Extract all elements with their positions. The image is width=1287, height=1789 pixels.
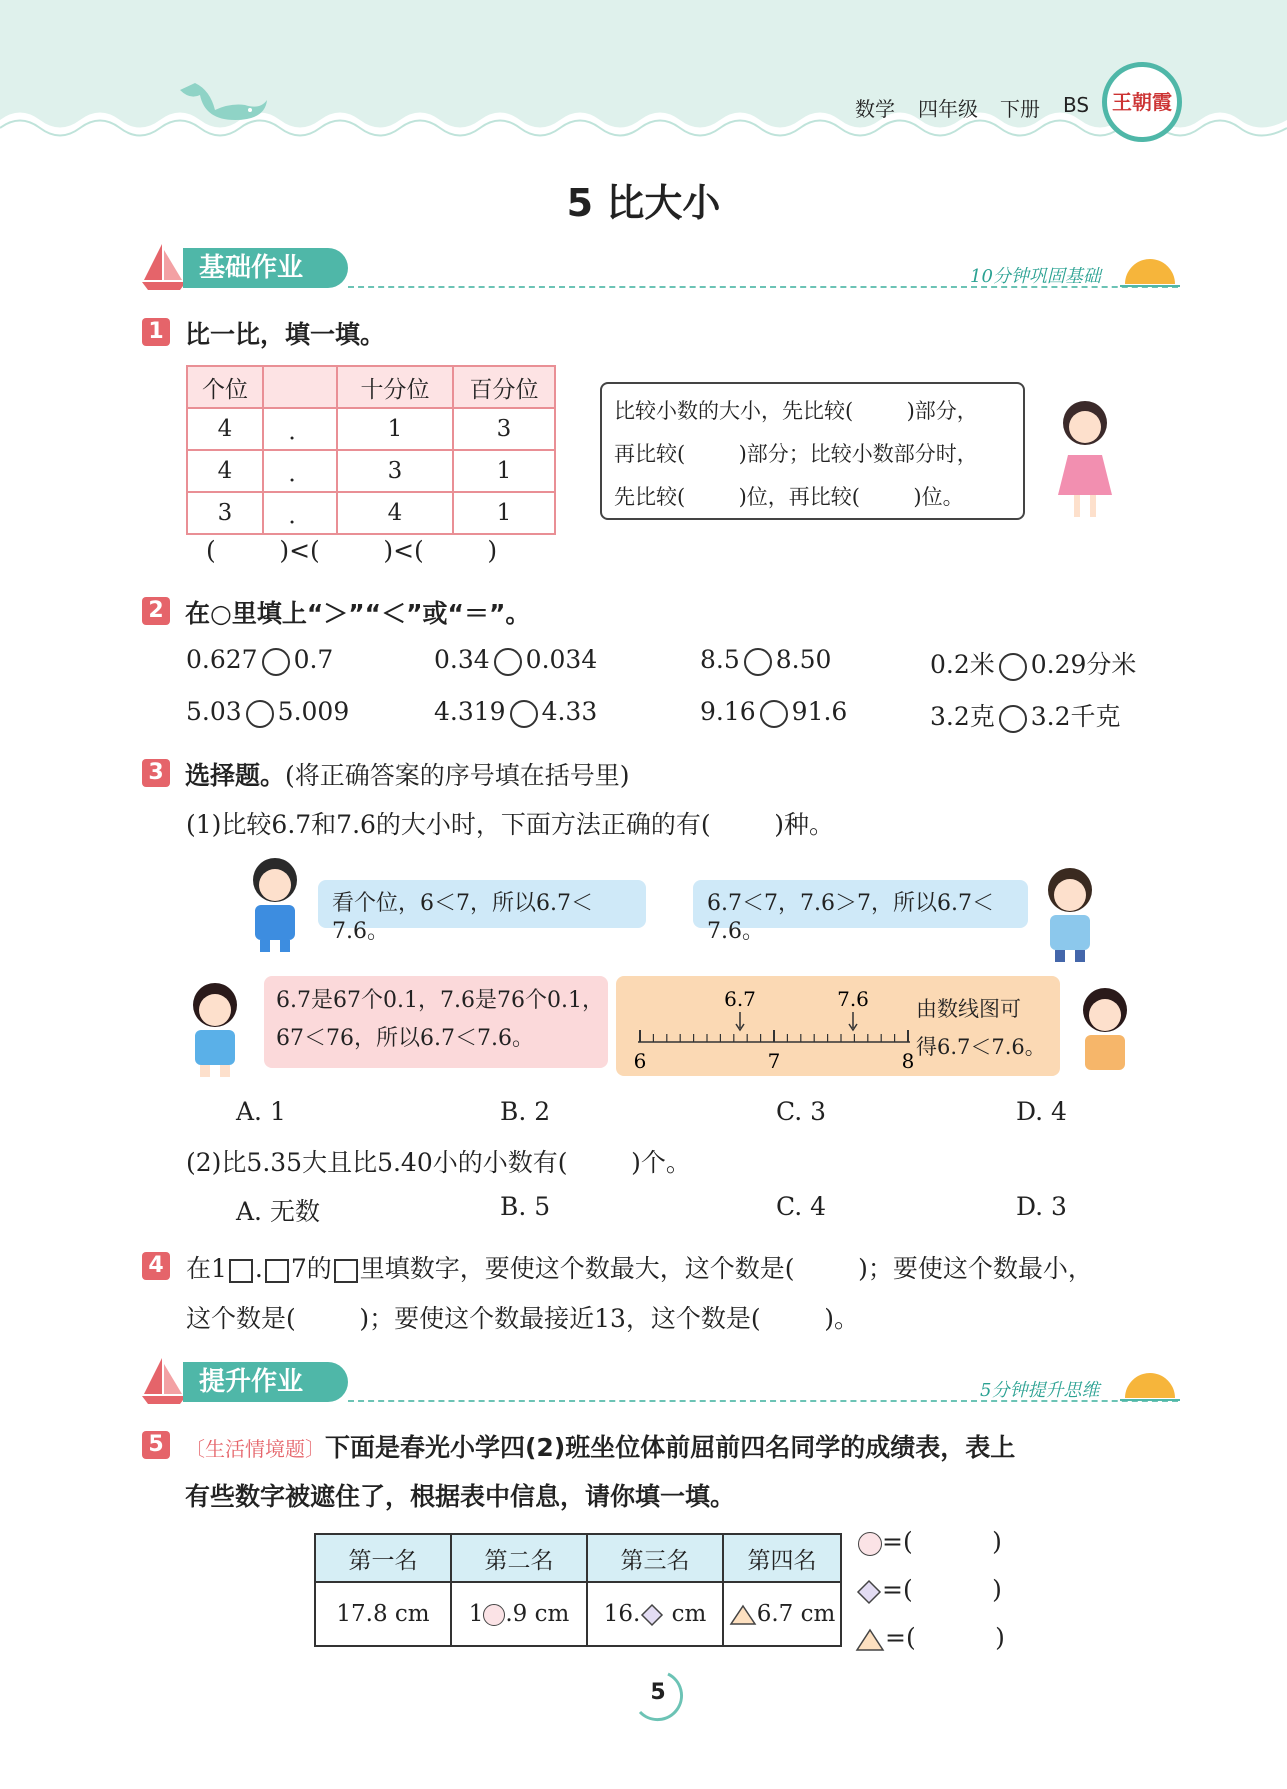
method-bubble-3-line: 67＜76，所以6.7＜7.6。 [276, 1026, 534, 1051]
pv-header [263, 366, 337, 408]
results-table [314, 1533, 842, 1647]
method-bubble-4-text [916, 990, 1046, 1066]
q3-part2: (2)比5.35大且比5.40小的小数有( )个。 [186, 1148, 691, 1177]
q1-hint-bubble [600, 382, 1025, 520]
whale-icon [175, 75, 275, 130]
compare-circle[interactable] [262, 648, 290, 676]
q2-number: 2 [142, 597, 170, 625]
q3-title-main: 选择题。 [185, 761, 286, 790]
q2-left: 4.319 [434, 697, 506, 726]
q3-option[interactable]: B. 5 [500, 1192, 551, 1221]
q3-option[interactable]: C. 4 [776, 1192, 827, 1221]
compare-circle[interactable] [510, 700, 538, 728]
q4-text: 在1 [186, 1254, 227, 1283]
diamond-icon [640, 1603, 664, 1627]
results-cell [315, 1582, 451, 1646]
pv-header: 十分位 [337, 366, 453, 408]
pv-cell: 3 [187, 492, 263, 534]
pv-cell: ． [263, 492, 337, 534]
q1-compare-blanks[interactable]: ( )<( )<( ) [206, 536, 498, 565]
q3-option[interactable]: C. 3 [776, 1097, 827, 1126]
pv-cell: 3 [453, 408, 555, 450]
girl-illustration [1050, 395, 1120, 525]
header-subject: 数学 [855, 97, 895, 121]
results-cell [723, 1582, 841, 1646]
q2-left: 9.16 [700, 697, 756, 726]
results-value: .9 cm [505, 1601, 570, 1627]
pv-cell: 4 [187, 408, 263, 450]
section-basic-sub: 10分钟巩固基础 [970, 266, 1101, 287]
q2-item [700, 697, 847, 728]
answer-blank: =( ) [882, 1527, 1002, 1556]
q3-title-note: (将正确答案的序号填在括号里) [285, 761, 630, 790]
q5-line1 [185, 1428, 1015, 1464]
page-number: 5 [650, 1680, 666, 1705]
method-bubble-1: 看个位，6＜7，所以6.7＜7.6。 [318, 880, 646, 928]
section-advanced-label: 提升作业 [183, 1362, 348, 1402]
q1-number: 1 [142, 318, 170, 346]
q2-right: 5.009 [277, 697, 350, 726]
page-title: 5 比大小 [566, 181, 721, 225]
q3-option[interactable]: A. 1 [236, 1097, 286, 1126]
method-bubble-2: 6.7＜7，7.6＞7，所以6.7＜7.6。 [693, 880, 1028, 928]
header-grade: 四年级 [918, 97, 978, 121]
answer-blank: =( ) [885, 1623, 1005, 1652]
pv-header: 个位 [187, 366, 263, 408]
sun-icon [1120, 252, 1180, 288]
q4-number: 4 [142, 1252, 170, 1280]
method-bubble-4 [616, 976, 1060, 1076]
q4-line1 [186, 1249, 1093, 1285]
q3-option[interactable]: D. 3 [1016, 1192, 1067, 1221]
digit-box-example [334, 1259, 358, 1283]
pv-cell: 1 [453, 450, 555, 492]
number-line-label: 7 [767, 1049, 781, 1073]
method-bubble-3 [264, 976, 608, 1068]
boy-illustration [1035, 865, 1105, 965]
q1-hint-line: 比较小数的大小，先比较( )部分， [614, 399, 978, 423]
girl-illustration [180, 980, 250, 1080]
pv-cell: 1 [337, 408, 453, 450]
q5-text: 下面是春光小学四(2)班坐位体前屈前四名同学的成绩表，表上 [325, 1433, 1016, 1462]
results-cell [587, 1582, 723, 1646]
method-bubble-4-line: 由数线图可 [916, 997, 1021, 1021]
circle-icon [483, 1604, 505, 1626]
q5-tag: 〔生活情境题〕 [185, 1437, 325, 1461]
q3-option[interactable]: D. 4 [1016, 1097, 1067, 1126]
method-bubble-4-line: 得6.7＜7.6。 [916, 1035, 1046, 1059]
q3-option[interactable]: B. 2 [500, 1097, 551, 1126]
number-line [628, 984, 918, 1074]
q2-right: 0.29分米 [1030, 650, 1137, 679]
header-volume: 下册 [1000, 97, 1040, 121]
results-header: 第二名 [451, 1534, 587, 1582]
boy-illustration [240, 855, 310, 955]
q2-item [930, 645, 1136, 681]
q2-item [930, 697, 1121, 733]
triangle-icon [729, 1604, 757, 1626]
girl-illustration [1070, 985, 1140, 1085]
sun-icon [1120, 1366, 1180, 1402]
results-value: 6.7 cm [756, 1601, 836, 1627]
q5-number: 5 [142, 1431, 170, 1459]
results-value: 17.8 cm [336, 1601, 430, 1627]
q2-left: 5.03 [186, 697, 242, 726]
number-line-mark-label: 7.6 [837, 987, 869, 1011]
pv-cell: 3 [337, 450, 453, 492]
q2-left: 8.5 [700, 645, 740, 674]
triangle-icon [855, 1628, 885, 1652]
diamond-icon [856, 1579, 882, 1605]
q2-right: 4.33 [541, 697, 598, 726]
pv-cell: 1 [453, 492, 555, 534]
digit-box[interactable] [229, 1259, 253, 1283]
q2-left: 0.34 [434, 645, 490, 674]
q1-title: 比一比，填一填。 [185, 320, 386, 349]
header-edition: BS [1063, 93, 1090, 117]
results-header: 第四名 [723, 1534, 841, 1582]
q2-item [700, 645, 831, 676]
pv-cell: ． [263, 408, 337, 450]
q4-text: 里填数字，要使这个数最大，这个数是( )；要使这个数最小， [359, 1254, 1093, 1283]
q3-number: 3 [142, 759, 170, 787]
q3-option[interactable]: A. 无数 [236, 1197, 320, 1226]
q1-hint-line: 再比较( )部分；比较小数部分时， [614, 442, 978, 466]
answer-triangle[interactable] [855, 1623, 1005, 1652]
results-cell [451, 1582, 587, 1646]
q4-line2: 这个数是( )；要使这个数最接近13，这个数是( )。 [186, 1304, 859, 1333]
q2-title: 在○里填上“＞”“＜”或“＝”。 [185, 599, 531, 628]
pv-cell: ． [263, 450, 337, 492]
compare-circle[interactable] [744, 648, 772, 676]
q2-item [186, 645, 333, 676]
q2-right: 91.6 [791, 697, 848, 726]
q2-item [434, 645, 597, 676]
q3-title [185, 756, 630, 792]
pv-cell: 4 [337, 492, 453, 534]
q5-line2: 有些数字被遮住了，根据表中信息，请你填一填。 [185, 1482, 736, 1511]
number-line-mark-label: 6.7 [724, 987, 756, 1011]
q3-part1: (1)比较6.7和7.6的大小时，下面方法正确的有( )种。 [186, 810, 835, 839]
q2-right: 8.50 [775, 645, 832, 674]
pv-header: 百分位 [453, 366, 555, 408]
section-advanced-sub: 5分钟提升思维 [980, 1380, 1100, 1401]
results-value: 1 [468, 1601, 484, 1627]
brand-logo: 王朝霞 [1102, 62, 1182, 142]
compare-circle[interactable] [246, 700, 274, 728]
compare-circle[interactable] [999, 653, 1027, 681]
results-header: 第一名 [315, 1534, 451, 1582]
number-line-label: 8 [901, 1049, 915, 1073]
q2-item [186, 697, 349, 728]
q4-text: 7的 [290, 1254, 332, 1283]
answer-blank: =( ) [882, 1575, 1002, 1604]
compare-circle[interactable] [494, 648, 522, 676]
q1-hint-line: 先比较( )位，再比较( )位。 [614, 485, 964, 509]
results-value: cm [664, 1601, 707, 1627]
q2-right: 3.2千克 [1030, 702, 1121, 731]
number-line-ticks [640, 1030, 908, 1042]
number-line-label: 6 [633, 1049, 647, 1073]
q2-left: 3.2克 [930, 702, 995, 731]
q2-left: 0.627 [186, 645, 258, 674]
results-header: 第三名 [587, 1534, 723, 1582]
digit-box[interactable] [265, 1259, 289, 1283]
results-value: 16. [603, 1601, 641, 1627]
q2-left: 0.2米 [930, 650, 995, 679]
compare-circle[interactable] [999, 705, 1027, 733]
method-bubble-3-line: 6.7是67个0.1，7.6是76个0.1， [276, 988, 604, 1013]
circle-icon [858, 1532, 882, 1556]
compare-circle[interactable] [760, 700, 788, 728]
answer-diamond[interactable] [856, 1575, 1002, 1605]
q2-item [434, 697, 597, 728]
q2-right: 0.034 [525, 645, 598, 674]
q2-right: 0.7 [293, 645, 334, 674]
pv-cell: 4 [187, 450, 263, 492]
place-value-table [186, 365, 556, 535]
section-basic-label: 基础作业 [183, 248, 348, 288]
answer-circle[interactable] [858, 1527, 1002, 1556]
q4-text: . [254, 1254, 263, 1283]
